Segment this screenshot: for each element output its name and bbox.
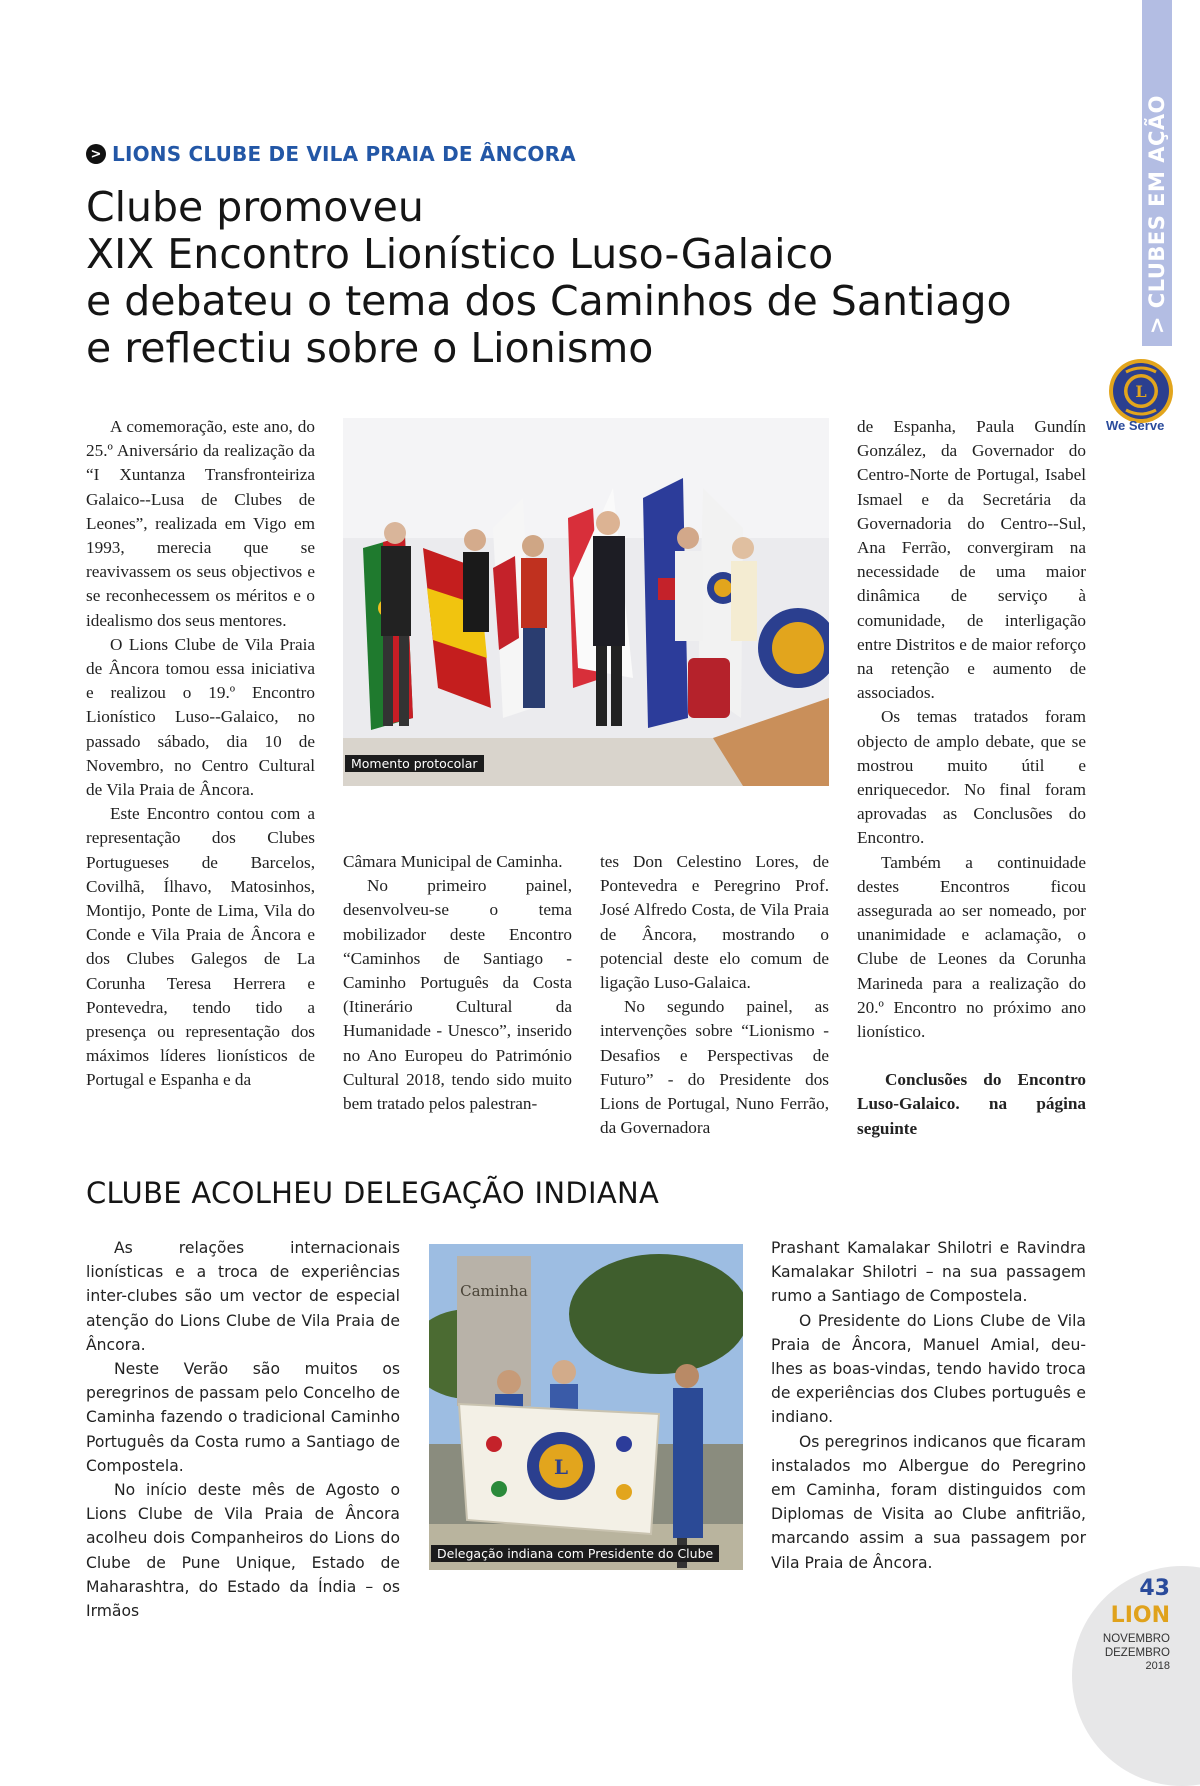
article-headline [86,184,1086,372]
section-tab-label: > CLUBES EM AÇÃO [1145,94,1169,334]
article-column-3 [600,850,829,1140]
photo-caption: Momento protocolar [345,755,484,772]
paragraph: Neste Verão são muitos os peregrinos de passam pelo Concelho de Caminha fazendo o tradicional Caminho Português da Costa rumo a Santiago de Compostela. [86,1360,400,1475]
photo-illustration [343,418,829,786]
sign-text: Caminha [460,1282,528,1300]
continuation-note: Conclusões do Encontro Luso-Galaico. na página seguinte [857,1070,1086,1138]
article-column-2 [343,850,572,1116]
paragraph: Também a continuidade destes Encontros ficou assegurada ao ser nomeado, por unanimidade e aclamação, o Clube de Leones da Corunha Marineda para a realização do 20.º Encontro no próximo ano lionístico. [857,852,1086,1042]
headline-line: XIX Encontro Lionístico Luso-Galaico [86,230,834,278]
svg-text:L: L [553,1455,569,1479]
issue-month: NOVEMBRO [1102,1633,1170,1645]
paragraph: Este Encontro contou com a representação dos Clubes Portugueses de Barcelos, Covilhã, Ílhavo, Matosinhos, Montijo, Ponte de Lima, Vila do Conde e Vila Praia de Âncora e dos Clubes Galegos de La Corunha Teresa Herrera e Pontevedra, tendo tido a presença ou representação dos máximos líderes lionísticos de Portugal e Espanha e da [86,804,315,1090]
headline-line: Clube promoveu [86,183,424,231]
paragraph: A comemoração, este ano, do 25.º Aniversário da realização da “I Xuntanza Transfronteiriza Galaico--Lusa de Clubes de Leones”, realizada em Vigo em 1993, merecia que se reavivassem os seus objectivos e se reconhecessem os méritos e o idealismo dos seus mentores. [86,417,315,630]
headline-line: e reflectiu sobre o Lionismo [86,324,654,372]
magazine-name: LION [1110,1603,1170,1628]
paragraph: de Espanha, Paula Gundín González, da Governador do Centro-Norte de Portugal, Isabel Ismael e da Secretária da Governadoria do Centro--Sul, Ana Ferrão, convergiram na necessidade de uma maior dinâmica de serviço à comunidade, de interligação entre Distritos e de maior reforço na retenção e aumento de associados. [857,417,1086,703]
article2-column-1 [86,1236,400,1623]
lions-motto: We Serve [1106,418,1165,433]
paragraph: Câmara Municipal de Caminha. [343,852,563,871]
headline-line: e debateu o tema dos Caminhos de Santiago [86,277,1012,325]
page-number: 43 [1139,1576,1170,1601]
issue-year: 2018 [1145,1660,1170,1672]
delegation-photo [429,1244,743,1570]
paragraph: No início deste mês de Agosto o Lions Clube de Vila Praia de Âncora acolheu dois Companheiros do Lions do Clube de Pune Unique, Estado de Maharashtra, do Estado da Índia – os Irmãos [86,1481,400,1621]
paragraph: O Lions Clube de Vila Praia de Âncora tomou essa iniciativa e realizou o 19.º Encontro Lionístico Luso--Galaico, no passado sábado, dia 10 de Novembro, no Centro Cultural de Vila Praia de Âncora. [86,634,315,800]
article2-column-2 [771,1236,1086,1575]
photo-caption: Delegação indiana com Presidente do Clube [431,1545,719,1562]
photo-illustration [429,1244,743,1570]
paragraph: Os peregrinos indicanos que ficaram instalados mo Albergue do Peregrino em Caminha, foram distinguidos com Diplomas de Visita ao Clube anfitrião, marcando assim a sua passagem por Vila Praia de Âncora. [771,1432,1086,1572]
lions-logo-icon [1108,358,1174,424]
article-column-4 [857,415,1086,1141]
paragraph: Prashant Kamalakar Shilotri e Ravindra Kamalakar Shilotri – na sua passagem rumo a Santiago de Compostela. [771,1239,1086,1306]
svg-text:L: L [1135,382,1147,401]
paragraph: As relações internacionais lionísticas e a troca de experiências inter-clubes são um vector de especial atenção do Lions Clube de Vila Praia de Âncora. [86,1239,400,1354]
section-title: CLUBE ACOLHEU DELEGAÇÃO INDIANA [86,1176,660,1210]
paragraph: No segundo painel, as intervenções sobre “Lionismo - Desafios e Perspectivas de Futuro” - do Presidente dos Lions de Portugal, Nuno Ferrão, da Governadora [600,997,829,1138]
group-photo-flags [343,418,829,786]
paragraph: Os temas tratados foram objecto de amplo debate, que se mostrou muito útil e enriquecedor. No final foram aprovadas as Conclusões do Encontro. [857,707,1086,848]
chevron-right-icon: > [86,144,106,164]
kicker-label: LIONS CLUBE DE VILA PRAIA DE ÂNCORA [112,142,576,166]
article-kicker [86,142,576,166]
section-tab [1142,0,1172,346]
paragraph: tes Don Celestino Lores, de Pontevedra e Peregrino Prof. José Alfredo Costa, de Vila Praia de Âncora, mostrando o potencial deste elo comum de ligação Luso-Galaica. [600,852,829,993]
paragraph: No primeiro painel, desenvolveu-se o tema mobilizador deste Encontro “Caminhos de Santiago - Caminho Português da Costa (Itinerário Cultural da Humanidade - Unesco”, inserido no Ano Europeu do Património Cultural 2018, tendo sido muito bem tratado pelos palestran- [343,876,572,1114]
issue-month: DEZEMBRO [1104,1647,1170,1659]
article-column-1 [86,415,315,1093]
paragraph: O Presidente do Lions Clube de Vila Praia de Âncora, Manuel Amial, deu-lhes as boas-vindas, tendo havido troca de experiências dos Clubes português e indiano. [771,1311,1086,1427]
